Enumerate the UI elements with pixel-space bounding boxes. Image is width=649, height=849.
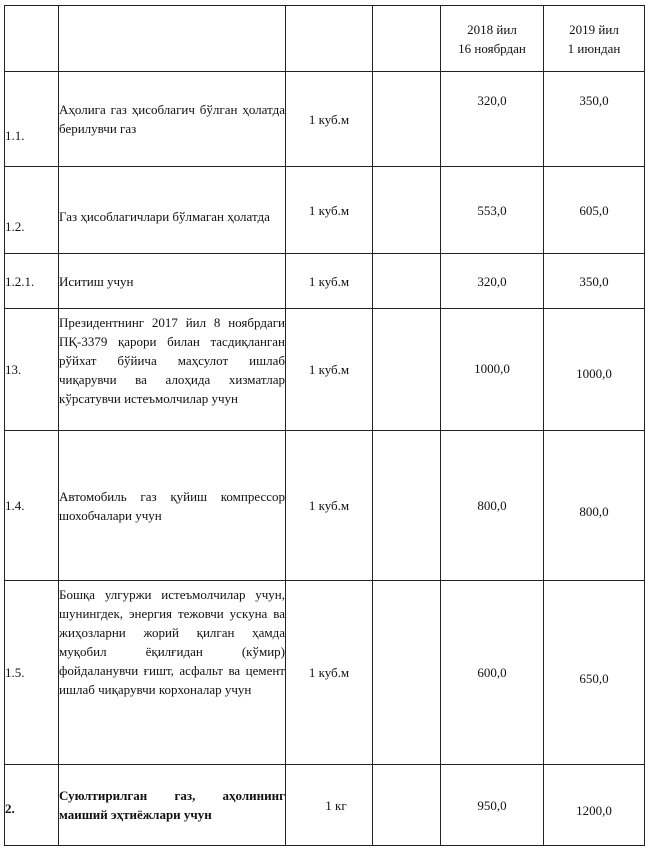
row-number: 13.: [5, 309, 59, 431]
row-value-2019: 800,0: [544, 431, 645, 581]
row-name: Газ ҳисоблагичлари бўлмаган ҳолатда: [59, 167, 286, 254]
row-unit: 1 кг: [286, 765, 373, 846]
row-value-2018: 800,0: [441, 431, 544, 581]
row-value-2018: 600,0: [441, 581, 544, 765]
row-value-2019: 1200,0: [544, 765, 645, 846]
row-number: 1.2.1.: [5, 254, 59, 309]
row-empty-cell: [373, 72, 441, 167]
row-unit: 1 куб.м: [286, 167, 373, 254]
row-empty-cell: [373, 309, 441, 431]
header-2019-date: 1 июндан: [567, 40, 621, 56]
header-cell-empty: [5, 6, 59, 72]
row-unit: 1 куб.м: [286, 72, 373, 167]
row-empty-cell: [373, 431, 441, 581]
row-value-2019: 605,0: [544, 167, 645, 254]
table-row: [5, 72, 645, 167]
value-2019-text: 350,0: [579, 93, 609, 108]
table-row: [5, 254, 645, 309]
table-row: [5, 765, 645, 846]
header-2018-year: 2018 йил: [467, 21, 517, 37]
row-name: Иситиш учун: [59, 254, 286, 309]
row-value-2019: 1000,0: [544, 309, 645, 431]
header-2018-date: 16 ноябрдан: [458, 40, 526, 56]
row-name: Аҳолига газ ҳисоблагич бўлган ҳолатда берилувчи газ: [59, 72, 286, 167]
header-2018: [441, 6, 544, 72]
row-empty-cell: [373, 581, 441, 765]
row-value-2018: 320,0: [441, 254, 544, 309]
row-empty-cell: [373, 167, 441, 254]
table-row: [5, 431, 645, 581]
header-2019-year: 2019 йил: [569, 21, 619, 37]
row-unit: 1 куб.м: [286, 431, 373, 581]
row-value-2019: 350,0: [544, 254, 645, 309]
header-2019: [544, 6, 645, 72]
row-number: 1.4.: [5, 431, 59, 581]
value-2018-text: 320,0: [477, 93, 507, 108]
row-number: 2.: [5, 765, 59, 846]
row-empty-cell: [373, 254, 441, 309]
header-cell-empty: [373, 6, 441, 72]
header-cell-empty: [286, 6, 373, 72]
row-name: Автомобиль газ қуйиш компрессор шохобчалари учун: [59, 431, 286, 581]
row-name: Президентнинг 2017 йил 8 ноябрдаги ПҚ-3379 қарори билан тасдиқланган рўйхат бўйича маҳсулот ишлаб чиқарувчи ва алоҳида хизматлар кўрсатувчи истеъмолчилар учун: [59, 309, 286, 431]
row-value-2018: 553,0: [441, 167, 544, 254]
row-number: 1.5.: [5, 581, 59, 765]
row-value-2019: 650,0: [544, 581, 645, 765]
table-row: [5, 309, 645, 431]
row-name: Бошқа улгуржи истеъмолчилар учун, шунингдек, энергия тежовчи ускуна ва жиҳозларни жорий қилган ҳамда муқобил ёқилғидан (кўмир) фойдаланувчи ғишт, асфальт ва цемент ишлаб чиқарувчи корхоналар учун: [59, 581, 286, 765]
row-value-2018: 950,0: [441, 765, 544, 846]
row-unit: 1 куб.м: [286, 581, 373, 765]
row-unit: 1 куб.м: [286, 254, 373, 309]
table-header-row: [5, 6, 645, 72]
table-row: [5, 581, 645, 765]
row-empty-cell: [373, 765, 441, 846]
tariff-table: [4, 5, 645, 846]
table-row: [5, 167, 645, 254]
header-cell-empty: [59, 6, 286, 72]
row-value-2019: [544, 72, 645, 167]
row-value-2018: [441, 72, 544, 167]
row-value-2018: 1000,0: [441, 309, 544, 431]
row-name: Суюлтирилган газ, аҳолининг маиший эҳтиёжлари учун: [59, 765, 286, 846]
row-number: 1.1.: [5, 72, 59, 167]
row-number: 1.2.: [5, 167, 59, 254]
row-unit: 1 куб.м: [286, 309, 373, 431]
